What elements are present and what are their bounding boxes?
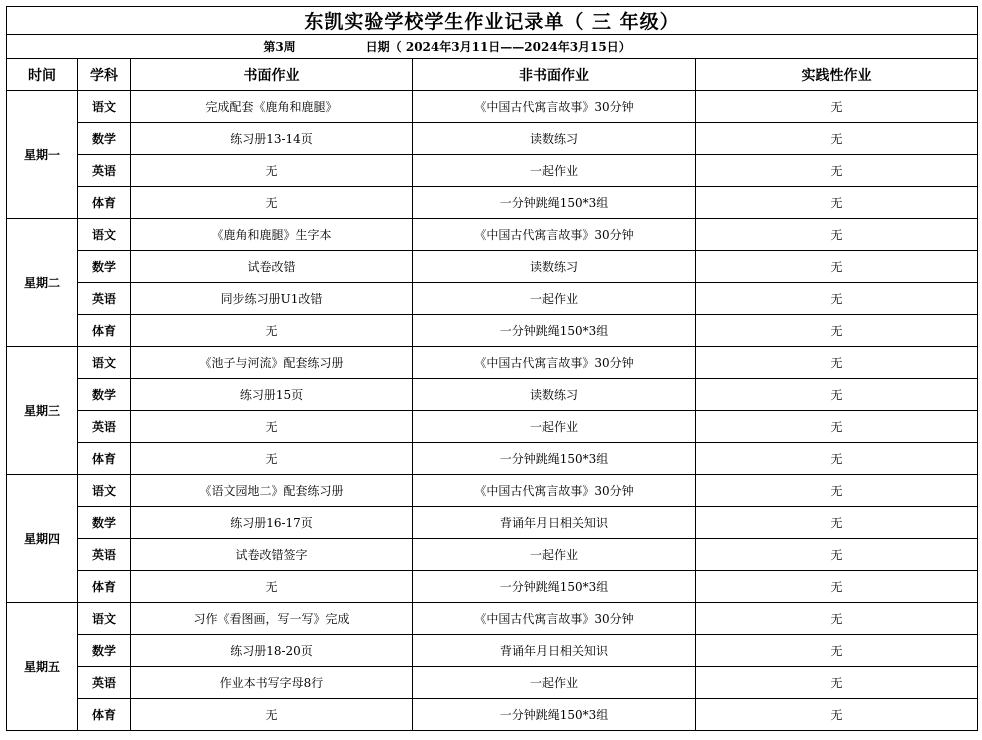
table-row [7, 475, 978, 507]
written-homework-cell: 无 [131, 315, 413, 347]
subject-cell: 英语 [78, 155, 131, 187]
subject-cell: 数学 [78, 379, 131, 411]
written-homework-cell: 无 [131, 571, 413, 603]
table-row [7, 155, 978, 187]
written-homework-cell: 《语文园地二》配套练习册 [131, 475, 413, 507]
subject-cell: 语文 [78, 91, 131, 123]
non-written-homework-cell: 一分钟跳绳150*3组 [413, 699, 696, 731]
practice-homework-cell: 无 [696, 667, 978, 699]
table-row [7, 219, 978, 251]
written-homework-cell: 完成配套《鹿角和鹿腿》 [131, 91, 413, 123]
subject-cell: 数学 [78, 123, 131, 155]
practice-homework-cell: 无 [696, 315, 978, 347]
written-homework-cell: 试卷改错 [131, 251, 413, 283]
header-practice: 实践性作业 [696, 59, 978, 91]
non-written-homework-cell: 背诵年月日相关知识 [413, 635, 696, 667]
subject-cell: 英语 [78, 539, 131, 571]
table-row [7, 91, 978, 123]
non-written-homework-cell: 一分钟跳绳150*3组 [413, 443, 696, 475]
written-homework-cell: 试卷改错签字 [131, 539, 413, 571]
non-written-homework-cell: 《中国古代寓言故事》30分钟 [413, 475, 696, 507]
written-homework-cell: 《池子与河流》配套练习册 [131, 347, 413, 379]
practice-homework-cell: 无 [696, 379, 978, 411]
non-written-homework-cell: 《中国古代寓言故事》30分钟 [413, 347, 696, 379]
subject-cell: 语文 [78, 603, 131, 635]
practice-homework-cell: 无 [696, 507, 978, 539]
non-written-homework-cell: 读数练习 [413, 379, 696, 411]
non-written-homework-cell: 一起作业 [413, 155, 696, 187]
written-homework-cell: 同步练习册U1改错 [131, 283, 413, 315]
subject-cell: 数学 [78, 635, 131, 667]
header-written: 书面作业 [131, 59, 413, 91]
non-written-homework-cell: 一起作业 [413, 411, 696, 443]
day-cell: 星期五 [7, 603, 78, 731]
non-written-homework-cell: 一分钟跳绳150*3组 [413, 187, 696, 219]
practice-homework-cell: 无 [696, 91, 978, 123]
subject-cell: 英语 [78, 411, 131, 443]
table-row [7, 187, 978, 219]
table-row [7, 635, 978, 667]
subject-cell: 语文 [78, 475, 131, 507]
practice-homework-cell: 无 [696, 411, 978, 443]
table-row [7, 603, 978, 635]
practice-homework-cell: 无 [696, 251, 978, 283]
subject-cell: 体育 [78, 187, 131, 219]
non-written-homework-cell: 读数练习 [413, 123, 696, 155]
table-row [7, 699, 978, 731]
non-written-homework-cell: 一分钟跳绳150*3组 [413, 571, 696, 603]
non-written-homework-cell: 一分钟跳绳150*3组 [413, 315, 696, 347]
table-header-row [7, 59, 978, 91]
written-homework-cell: 作业本书写字母8行 [131, 667, 413, 699]
non-written-homework-cell: 一起作业 [413, 667, 696, 699]
table-row [7, 123, 978, 155]
written-homework-cell: 无 [131, 699, 413, 731]
practice-homework-cell: 无 [696, 603, 978, 635]
table-row [7, 379, 978, 411]
written-homework-cell: 练习册16-17页 [131, 507, 413, 539]
practice-homework-cell: 无 [696, 219, 978, 251]
table-row [7, 251, 978, 283]
day-cell: 星期四 [7, 475, 78, 603]
non-written-homework-cell: 读数练习 [413, 251, 696, 283]
practice-homework-cell: 无 [696, 283, 978, 315]
day-cell: 星期三 [7, 347, 78, 475]
table-row [7, 411, 978, 443]
written-homework-cell: 无 [131, 443, 413, 475]
subject-cell: 英语 [78, 283, 131, 315]
practice-homework-cell: 无 [696, 635, 978, 667]
practice-homework-cell: 无 [696, 475, 978, 507]
non-written-homework-cell: 《中国古代寓言故事》30分钟 [413, 91, 696, 123]
table-row [7, 507, 978, 539]
subject-cell: 数学 [78, 507, 131, 539]
week-label: 第3周 [263, 40, 296, 54]
non-written-homework-cell: 一起作业 [413, 539, 696, 571]
subject-cell: 体育 [78, 443, 131, 475]
subject-cell: 语文 [78, 219, 131, 251]
written-homework-cell: 练习册13-14页 [131, 123, 413, 155]
table-row [7, 539, 978, 571]
practice-homework-cell: 无 [696, 187, 978, 219]
written-homework-cell: 《鹿角和鹿腿》生字本 [131, 219, 413, 251]
subject-cell: 体育 [78, 571, 131, 603]
homework-table [6, 6, 978, 731]
subject-cell: 英语 [78, 667, 131, 699]
non-written-homework-cell: 一起作业 [413, 283, 696, 315]
written-homework-cell: 练习册18-20页 [131, 635, 413, 667]
written-homework-cell: 无 [131, 411, 413, 443]
day-cell: 星期一 [7, 91, 78, 219]
header-subject: 学科 [78, 59, 131, 91]
non-written-homework-cell: 《中国古代寓言故事》30分钟 [413, 219, 696, 251]
table-row [7, 347, 978, 379]
practice-homework-cell: 无 [696, 699, 978, 731]
written-homework-cell: 无 [131, 187, 413, 219]
homework-record-sheet [6, 6, 977, 731]
non-written-homework-cell: 背诵年月日相关知识 [413, 507, 696, 539]
table-row [7, 315, 978, 347]
table-row [7, 667, 978, 699]
written-homework-cell: 习作《看图画，写一写》完成 [131, 603, 413, 635]
week-date-line [7, 35, 978, 59]
header-non-written: 非书面作业 [413, 59, 696, 91]
subject-cell: 数学 [78, 251, 131, 283]
subject-cell: 体育 [78, 699, 131, 731]
subject-cell: 体育 [78, 315, 131, 347]
practice-homework-cell: 无 [696, 443, 978, 475]
practice-homework-cell: 无 [696, 571, 978, 603]
table-row [7, 571, 978, 603]
header-time: 时间 [7, 59, 78, 91]
non-written-homework-cell: 《中国古代寓言故事》30分钟 [413, 603, 696, 635]
practice-homework-cell: 无 [696, 123, 978, 155]
practice-homework-cell: 无 [696, 155, 978, 187]
sheet-title: 东凯实验学校学生作业记录单（ 三 年级） [7, 7, 978, 35]
practice-homework-cell: 无 [696, 347, 978, 379]
date-range: 日期（ 2024年3月11日——2024年3月15日） [365, 40, 631, 54]
subject-cell: 语文 [78, 347, 131, 379]
day-cell: 星期二 [7, 219, 78, 347]
written-homework-cell: 无 [131, 155, 413, 187]
table-row [7, 443, 978, 475]
practice-homework-cell: 无 [696, 539, 978, 571]
written-homework-cell: 练习册15页 [131, 379, 413, 411]
table-row [7, 283, 978, 315]
